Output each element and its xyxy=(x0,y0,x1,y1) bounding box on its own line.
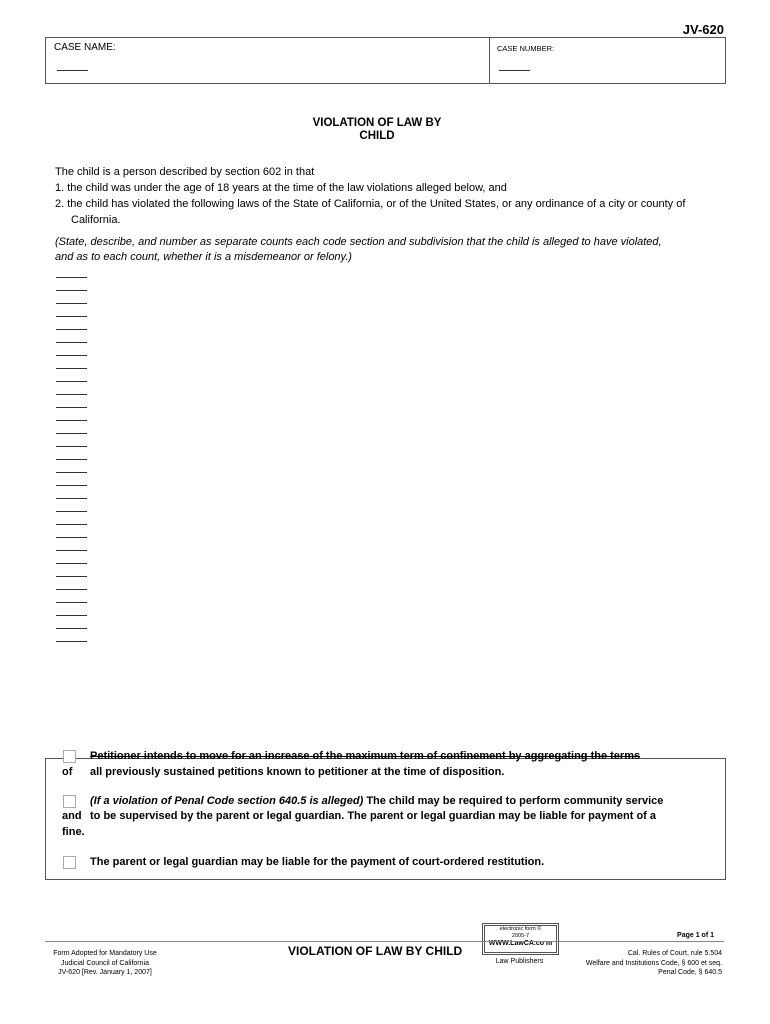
penal-code-checkbox[interactable] xyxy=(63,795,76,808)
violation-entry-field[interactable] xyxy=(56,524,87,525)
notice-1-line-1: Petitioner intends to move for an increase of the maximum term of confinement by aggregating the terms xyxy=(90,750,641,762)
violation-entry-field[interactable] xyxy=(56,433,87,434)
violation-entry-field[interactable] xyxy=(56,329,87,330)
violation-entry-field[interactable] xyxy=(56,394,87,395)
stamp-line-2: 2005-7 xyxy=(511,932,530,939)
title-line-1: VIOLATION OF LAW BY xyxy=(312,117,442,129)
notice-2-line-3: fine. xyxy=(62,826,85,838)
case-name-field[interactable] xyxy=(57,70,88,71)
footer-divider xyxy=(45,941,724,942)
case-name-label: CASE NAME: xyxy=(54,42,116,53)
violation-entry-field[interactable] xyxy=(56,511,87,512)
footer-left xyxy=(46,949,164,978)
stamp-line-1: electronic form © xyxy=(499,926,542,932)
violation-entry-field[interactable] xyxy=(56,537,87,538)
intro-lead: The child is a person described by section 602 in that xyxy=(55,166,315,178)
intro-item-2: 2. the child has violated the following laws of the State of California, or of the United States, or any ordinance of a city or county of xyxy=(55,198,686,210)
violation-entry-field[interactable] xyxy=(56,290,87,291)
violation-entry-field[interactable] xyxy=(56,485,87,486)
violation-entry-field[interactable] xyxy=(56,342,87,343)
notice-1-of: of xyxy=(62,766,73,778)
form-number: JV-620 xyxy=(682,22,724,37)
violation-entry-field[interactable] xyxy=(56,446,87,447)
violation-entry-field[interactable] xyxy=(56,641,87,642)
footer-right xyxy=(586,949,722,978)
publisher-name: Law Publishers xyxy=(495,958,544,965)
violation-entry-field[interactable] xyxy=(56,407,87,408)
notice-2-text: The child may be required to perform community service xyxy=(366,795,664,807)
violation-entry-field[interactable] xyxy=(56,628,87,629)
footer-right-1: Cal. Rules of Court, rule 5.504 xyxy=(627,950,722,957)
violation-entry-field[interactable] xyxy=(56,589,87,590)
case-info-box xyxy=(45,37,726,84)
violation-entry-field[interactable] xyxy=(56,498,87,499)
violation-entry-field[interactable] xyxy=(56,303,87,304)
publisher-stamp xyxy=(484,925,557,953)
violation-entry-field[interactable] xyxy=(56,355,87,356)
notice-3: The parent or legal guardian may be liable for the payment of court-ordered restitution. xyxy=(90,856,545,868)
violation-entry-field[interactable] xyxy=(56,615,87,616)
footer-left-3: JV-620 [Rev. January 1, 2007] xyxy=(58,969,152,977)
violation-entry-field[interactable] xyxy=(56,381,87,382)
footer-left-2: Judicial Council of California xyxy=(61,959,149,967)
violation-entry-field[interactable] xyxy=(56,277,87,278)
violation-entry-field[interactable] xyxy=(56,563,87,564)
document-title xyxy=(0,117,754,143)
footer-right-2: Welfare and Institutions Code, § 600 et seq. xyxy=(585,959,722,967)
restitution-checkbox[interactable] xyxy=(63,856,76,869)
violation-entry-field[interactable] xyxy=(56,472,87,473)
stamp-url: WWW.LawCA.co m xyxy=(488,940,553,947)
footer-left-1: Form Adopted for Mandatory Use xyxy=(53,950,157,957)
instruction-line-2: and as to each count, whether it is a misdemeanor or felony.) xyxy=(55,251,352,263)
case-number-label: CASE NUMBER: xyxy=(497,44,555,53)
intro-item-1: 1. the child was under the age of 18 years at the time of the law violations alleged below, and xyxy=(55,182,507,194)
notice-2-line-1 xyxy=(90,794,663,810)
notice-2-line-2: to be supervised by the parent or legal guardian. The parent or legal guardian may be liable for payment of a xyxy=(90,810,657,822)
title-line-2: CHILD xyxy=(359,130,395,142)
aggregate-terms-checkbox[interactable] xyxy=(63,750,76,763)
footer-right-3: Penal Code, § 640.5 xyxy=(658,969,722,977)
violation-entry-field[interactable] xyxy=(56,602,87,603)
page-number: Page 1 of 1 xyxy=(677,932,714,939)
instruction-line-1: (State, describe, and number as separate counts each code section and subdivision that the child is alleged to have violated, xyxy=(55,236,662,248)
notice-1-line-2: all previously sustained petitions known to petitioner at the time of disposition. xyxy=(90,766,505,778)
notice-2-and: and xyxy=(62,810,82,822)
notice-2-italic: (If a violation of Penal Code section 640.5 is alleged) xyxy=(90,795,364,807)
violation-entry-field[interactable] xyxy=(56,459,87,460)
violation-entry-field[interactable] xyxy=(56,368,87,369)
violation-entry-field[interactable] xyxy=(56,420,87,421)
case-box-divider xyxy=(489,38,490,83)
violation-entry-field[interactable] xyxy=(56,316,87,317)
violation-entry-field[interactable] xyxy=(56,550,87,551)
intro-item-2-cont: California. xyxy=(71,214,121,226)
violation-entry-field[interactable] xyxy=(56,576,87,577)
footer-title: VIOLATION OF LAW BY CHILD xyxy=(288,944,463,958)
case-number-field[interactable] xyxy=(499,70,530,71)
